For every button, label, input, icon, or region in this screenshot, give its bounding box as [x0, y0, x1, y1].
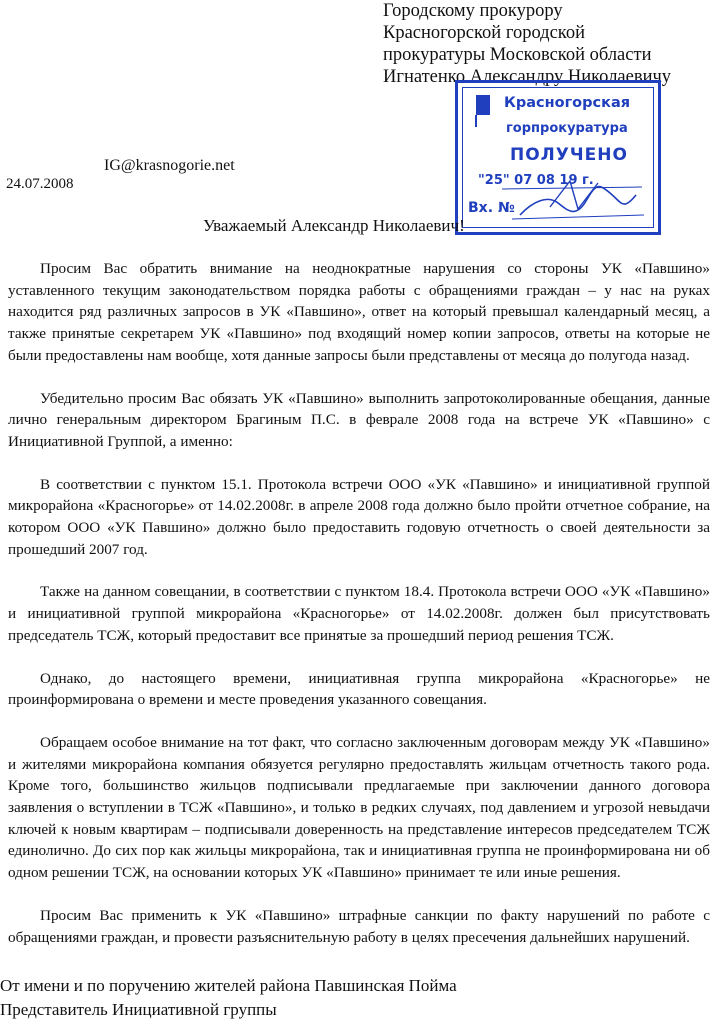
body-paragraph: Однако, до настоящего времени, инициативная группа микрорайона «Красногорье» не проинформирована о времени и месте проведения указанного совещания.: [8, 669, 710, 709]
signature-block: [0, 974, 457, 1022]
letter-body: [8, 258, 710, 948]
letter-date: 24.07.2008: [6, 176, 74, 192]
stamp-organization: Красногорская: [504, 95, 631, 111]
stamp-department: горпрокуратура: [506, 121, 628, 136]
addressee-block: [383, 0, 671, 88]
signature-stroke: [520, 187, 636, 215]
body-paragraph: Убедительно просим Вас обязать УК «Павшино» выполнить запротоколированные обещания, данные лично генеральным директором Брагиным П.С. в феврале 2008 года на встрече УК «Павшино» с Инициативной Группой, а именно:: [8, 389, 710, 450]
body-paragraph: Просим Вас обратить внимание на неоднократные нарушения со стороны УК «Павшино» уставленного текущим законодательством порядка работы с обращениями граждан – у нас на руках находится ряд различных запросов в УК «Павшино», ответ на который превышал календарный месяц, а также принятые секретарем УК «Павшино» под входящий номер копии запросов, ответы на которые не были предоставлены нам вообще, хотя данные запросы были представлены от месяца до полугода назад.: [8, 260, 710, 364]
stamp-received-label: ПОЛУЧЕНО: [510, 145, 628, 165]
stamp-incoming-label: Вх. №: [468, 200, 515, 216]
addressee-line: Красногорской городской: [383, 23, 585, 43]
salutation: Уважаемый Александр Николаевич!: [203, 216, 465, 235]
addressee-line: Городскому прокурору: [383, 1, 563, 21]
body-paragraph: Обращаем особое внимание на тот факт, что согласно заключенным договорам между УК «Павшино» и жителями микрорайона компания обязуется регулярно предоставлять жильцам отчетность такого рода. Кроме того, большинство жильцов подписывали предлагаемые при заключении данного договора заявления о вступлении в ТСЖ «Павшино», и только в редких случаях, под давлением и угрозой невыдачи ключей к новым квартирам – подписывали доверенность на представление интересов председателем ТСЖ единолично. До сих пор как жильцы микрорайона, так и инициативная группа не проинформирована ни об одном решении ТСЖ, на основании которых УК «Павшино» принимает те или иные решения.: [8, 733, 710, 882]
email-address: IG@krasnogorie.net: [104, 157, 235, 174]
signature-line: Представитель Инициативной группы: [0, 1000, 277, 1019]
signature-stroke: [550, 181, 598, 209]
stamp-date: "25" 07 08 19 г.: [478, 173, 594, 188]
received-stamp: [455, 80, 661, 235]
body-paragraph: Просим Вас применить к УК «Павшино» штрафные санкции по факту нарушений по работе с обращениями граждан, и провести разъяснительную работу в целях пресечения дальнейших нарушений.: [8, 906, 710, 946]
signature-underline: [512, 215, 644, 219]
body-paragraph: В соответствии с пунктом 15.1. Протокола встречи ООО «УК «Павшино» и инициативной группой микрорайона «Красногорье» от 14.02.2008г. в апреле 2008 года должно было пройти отчетное собрание, на котором ООО «УК Павшино» должно было предоставить годовую отчетность о своей деятельности за прошедший 2007 год.: [8, 475, 710, 558]
signature-line: От имени и по поручению жителей района Павшинская Пойма: [0, 976, 457, 995]
addressee-line: Игнатенко Александру Николаевичу: [383, 67, 672, 87]
body-paragraph: Также на данном совещании, в соответствии с пунктом 18.4. Протокола встречи ООО «УК «Павшино» и инициативной группой микрорайона «Красногорье» от 14.02.2008г. должен был присутствовать председатель ТСЖ, который предоставит все принятые за прошедший период решения ТСЖ.: [8, 583, 710, 644]
handwritten-signature-icon: [458, 83, 658, 232]
addressee-line: прокуратуры Московской области: [383, 45, 652, 65]
